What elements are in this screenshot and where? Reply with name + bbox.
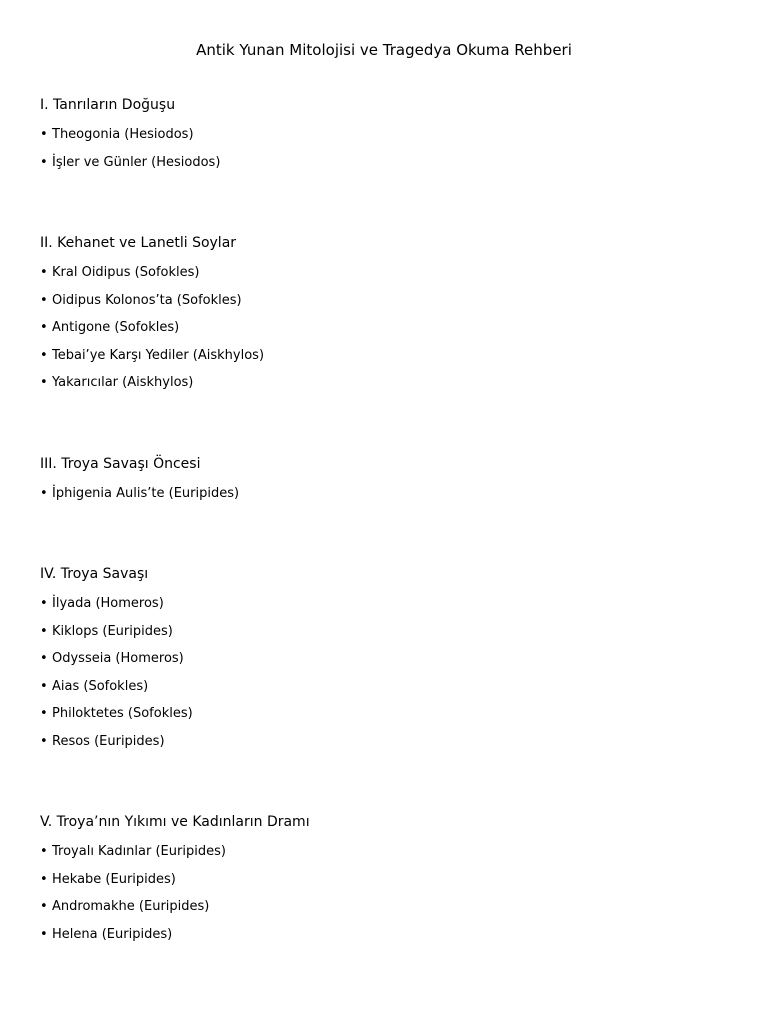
item-text: Odysseia (Homeros) [52, 651, 184, 667]
list-item [40, 679, 740, 695]
list-item [40, 927, 740, 943]
item-text: Troyalı Kadınlar (Euripides) [52, 844, 226, 859]
list-item [40, 375, 740, 391]
reading-list [40, 127, 740, 171]
item-text: Hekabe (Euripides) [52, 871, 176, 887]
bullet: • [40, 733, 48, 749]
list-item [40, 596, 740, 612]
section-fall-of-troy [40, 813, 740, 954]
item-text: Theogonia (Hesiodos) [52, 127, 194, 142]
reading-list [40, 844, 740, 943]
reading-list [40, 486, 740, 502]
bullet: • [40, 320, 48, 336]
list-item [40, 734, 740, 750]
reading-list [40, 596, 740, 750]
bullet: • [40, 926, 48, 942]
bullet: • [40, 292, 48, 308]
item-text: İlyada (Homeros) [52, 596, 164, 611]
item-text: Aias (Sofokles) [52, 678, 149, 694]
bullet: • [40, 375, 48, 391]
list-item [40, 624, 740, 640]
item-text: Tebai’ye Karşı Yediler (Aiskhylos) [52, 347, 265, 363]
bullet: • [40, 678, 48, 694]
section-heading: V. Troya’nın Yıkımı ve Kadınların Dramı [40, 814, 310, 830]
item-text: Philoktetes (Sofokles) [52, 706, 193, 722]
section-heading: IV. Troya Savaşı [40, 566, 149, 582]
bullet: • [40, 154, 48, 170]
list-item [40, 872, 740, 888]
bullet: • [40, 706, 48, 722]
list-item [40, 844, 740, 860]
reading-list [40, 265, 740, 391]
section-gods-birth [40, 96, 740, 182]
bullet: • [40, 623, 48, 639]
bullet: • [40, 844, 48, 859]
list-item [40, 348, 740, 364]
list-item [40, 127, 740, 143]
list-item [40, 293, 740, 309]
item-text: İphigenia Aulis’te (Euripides) [52, 486, 240, 501]
bullet: • [40, 486, 48, 501]
bullet: • [40, 899, 48, 915]
bullet: • [40, 265, 48, 280]
section-prophecy-cursed-lines [40, 234, 740, 403]
list-item [40, 651, 740, 667]
item-text: Antigone (Sofokles) [52, 320, 180, 336]
item-text: Helena (Euripides) [52, 926, 173, 942]
list-item [40, 486, 740, 502]
item-text: Kral Oidipus (Sofokles) [52, 265, 200, 280]
section-before-troy [40, 455, 740, 514]
section-heading: II. Kehanet ve Lanetli Soylar [40, 235, 237, 251]
bullet: • [40, 651, 48, 667]
list-item [40, 706, 740, 722]
bullet: • [40, 127, 48, 142]
bullet: • [40, 347, 48, 363]
list-item [40, 899, 740, 915]
item-text: Oidipus Kolonos’ta (Sofokles) [52, 292, 242, 308]
list-item [40, 155, 740, 171]
item-text: Kiklops (Euripides) [52, 623, 173, 639]
item-text: Yakarıcılar (Aiskhylos) [52, 375, 194, 391]
item-text: İşler ve Günler (Hesiodos) [52, 154, 221, 170]
item-text: Andromakhe (Euripides) [52, 899, 210, 915]
list-item [40, 320, 740, 336]
item-text: Resos (Euripides) [52, 733, 165, 749]
bullet: • [40, 871, 48, 887]
section-trojan-war [40, 565, 740, 762]
section-heading: I. Tanrıların Doğuşu [40, 97, 176, 113]
document-title: Antik Yunan Mitolojisi ve Tragedya Okuma Rehberi [196, 41, 572, 59]
section-heading: III. Troya Savaşı Öncesi [40, 456, 201, 472]
bullet: • [40, 596, 48, 611]
list-item [40, 265, 740, 281]
